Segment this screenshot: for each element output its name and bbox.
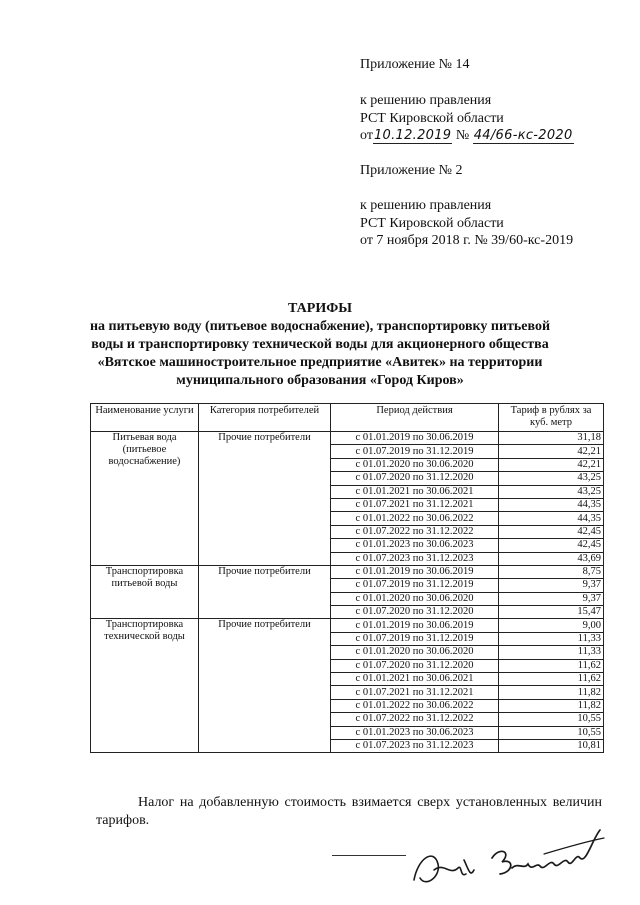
decision-line-2: РСТ Кировской области bbox=[360, 111, 504, 126]
tariff-cell: 42,45 bbox=[499, 539, 604, 552]
tariff-cell: 9,00 bbox=[499, 619, 604, 632]
tariff-cell: 11,62 bbox=[499, 673, 604, 686]
decision-number-sign: № bbox=[455, 128, 470, 143]
tariff-cell: 44,35 bbox=[499, 512, 604, 525]
appendix-main-heading: Приложение № 14 bbox=[360, 57, 470, 72]
document-title bbox=[60, 300, 580, 390]
tariff-cell: 42,21 bbox=[499, 458, 604, 471]
handwritten-signature bbox=[404, 818, 614, 898]
period-cell: с 01.07.2020 по 31.12.2020 bbox=[331, 472, 499, 485]
decision2-line-2: РСТ Кировской области bbox=[360, 216, 504, 231]
table-row bbox=[91, 619, 604, 632]
decision-date-handwritten: 10.12.2019 bbox=[373, 128, 452, 143]
tariff-cell: 11,82 bbox=[499, 686, 604, 699]
period-cell: с 01.01.2023 по 30.06.2023 bbox=[331, 726, 499, 739]
tariff-cell: 11,62 bbox=[499, 659, 604, 672]
period-cell: с 01.01.2022 по 30.06.2022 bbox=[331, 512, 499, 525]
table-header-row bbox=[91, 404, 604, 432]
title-heading: ТАРИФЫ bbox=[288, 301, 352, 316]
tariff-table-body bbox=[91, 432, 604, 753]
period-cell: с 01.01.2019 по 30.06.2019 bbox=[331, 619, 499, 632]
period-cell: с 01.07.2019 по 31.12.2019 bbox=[331, 445, 499, 458]
tariff-table bbox=[90, 403, 604, 753]
decision-line-1: к решению правления bbox=[360, 93, 492, 108]
tariff-cell: 15,47 bbox=[499, 606, 604, 619]
period-cell: с 01.07.2022 по 31.12.2022 bbox=[331, 525, 499, 538]
period-cell: с 01.01.2019 по 30.06.2019 bbox=[331, 432, 499, 445]
service-cell: Транспортировка питьевой воды bbox=[91, 565, 199, 619]
service-cell: Питьевая вода (питьевое водоснабжение) bbox=[91, 432, 199, 566]
title-line-2: воды и транспортировку технической воды для акционерного общества bbox=[91, 337, 549, 352]
tariff-cell: 43,69 bbox=[499, 552, 604, 565]
tariff-cell: 43,25 bbox=[499, 472, 604, 485]
header-service: Наименование услуги bbox=[91, 404, 199, 432]
table-row bbox=[91, 432, 604, 445]
period-cell: с 01.07.2019 по 31.12.2019 bbox=[331, 632, 499, 645]
appendix-second-heading: Приложение № 2 bbox=[360, 163, 463, 178]
period-cell: с 01.01.2020 по 30.06.2020 bbox=[331, 592, 499, 605]
tariff-cell: 8,75 bbox=[499, 565, 604, 578]
decision-prefix: от bbox=[360, 128, 373, 143]
header-category: Категория потребителей bbox=[199, 404, 331, 432]
category-cell: Прочие потребители bbox=[199, 432, 331, 566]
decision2-line-1: к решению правления bbox=[360, 198, 492, 213]
tariff-cell: 10,55 bbox=[499, 713, 604, 726]
title-line-4: муниципального образования «Город Киров» bbox=[176, 373, 464, 388]
tariff-cell: 10,55 bbox=[499, 726, 604, 739]
period-cell: с 01.07.2023 по 31.12.2023 bbox=[331, 552, 499, 565]
header-tariff: Тариф в рублях за куб. метр bbox=[499, 404, 604, 432]
period-cell: с 01.07.2020 по 31.12.2020 bbox=[331, 659, 499, 672]
period-cell: с 01.01.2019 по 30.06.2019 bbox=[331, 565, 499, 578]
tariff-cell: 10,81 bbox=[499, 739, 604, 752]
period-cell: с 01.07.2023 по 31.12.2023 bbox=[331, 739, 499, 752]
tariff-cell: 11,82 bbox=[499, 699, 604, 712]
period-cell: с 01.01.2020 по 30.06.2020 bbox=[331, 646, 499, 659]
tariff-cell: 9,37 bbox=[499, 592, 604, 605]
decision2-line-3: от 7 ноября 2018 г. № 39/60-кс-2019 bbox=[360, 233, 574, 248]
period-cell: с 01.07.2020 по 31.12.2020 bbox=[331, 606, 499, 619]
table-row bbox=[91, 565, 604, 578]
tariff-cell: 43,25 bbox=[499, 485, 604, 498]
title-line-3: «Вятское машиностроительное предприятие «Авитек» на территории bbox=[97, 355, 543, 370]
period-cell: с 01.01.2023 по 30.06.2023 bbox=[331, 539, 499, 552]
category-cell: Прочие потребители bbox=[199, 565, 331, 619]
period-cell: с 01.07.2022 по 31.12.2022 bbox=[331, 713, 499, 726]
tariff-cell: 11,33 bbox=[499, 646, 604, 659]
period-cell: с 01.07.2021 по 31.12.2021 bbox=[331, 498, 499, 511]
period-cell: с 01.01.2021 по 30.06.2021 bbox=[331, 485, 499, 498]
vat-note: Налог на добавленную стоимость взимается сверх установленных величин тарифов. bbox=[96, 795, 602, 828]
service-cell: Транспортировка технической воды bbox=[91, 619, 199, 753]
category-cell: Прочие потребители bbox=[199, 619, 331, 753]
tariff-cell: 11,33 bbox=[499, 632, 604, 645]
tariff-cell: 42,45 bbox=[499, 525, 604, 538]
decision-date-line bbox=[360, 127, 574, 145]
tariff-cell: 9,37 bbox=[499, 579, 604, 592]
period-cell: с 01.01.2020 по 30.06.2020 bbox=[331, 458, 499, 471]
signature-rule bbox=[332, 855, 406, 856]
title-line-1: на питьевую воду (питьевое водоснабжение), транспортировку питьевой bbox=[89, 319, 551, 334]
period-cell: с 01.01.2021 по 30.06.2021 bbox=[331, 673, 499, 686]
tariff-cell: 44,35 bbox=[499, 498, 604, 511]
period-cell: с 01.07.2019 по 31.12.2019 bbox=[331, 579, 499, 592]
tariff-cell: 31,18 bbox=[499, 432, 604, 445]
tariff-cell: 42,21 bbox=[499, 445, 604, 458]
header-period: Период действия bbox=[331, 404, 499, 432]
period-cell: с 01.07.2021 по 31.12.2021 bbox=[331, 686, 499, 699]
decision-number-handwritten: 44/66-кс-2020 bbox=[473, 128, 573, 143]
period-cell: с 01.01.2022 по 30.06.2022 bbox=[331, 699, 499, 712]
